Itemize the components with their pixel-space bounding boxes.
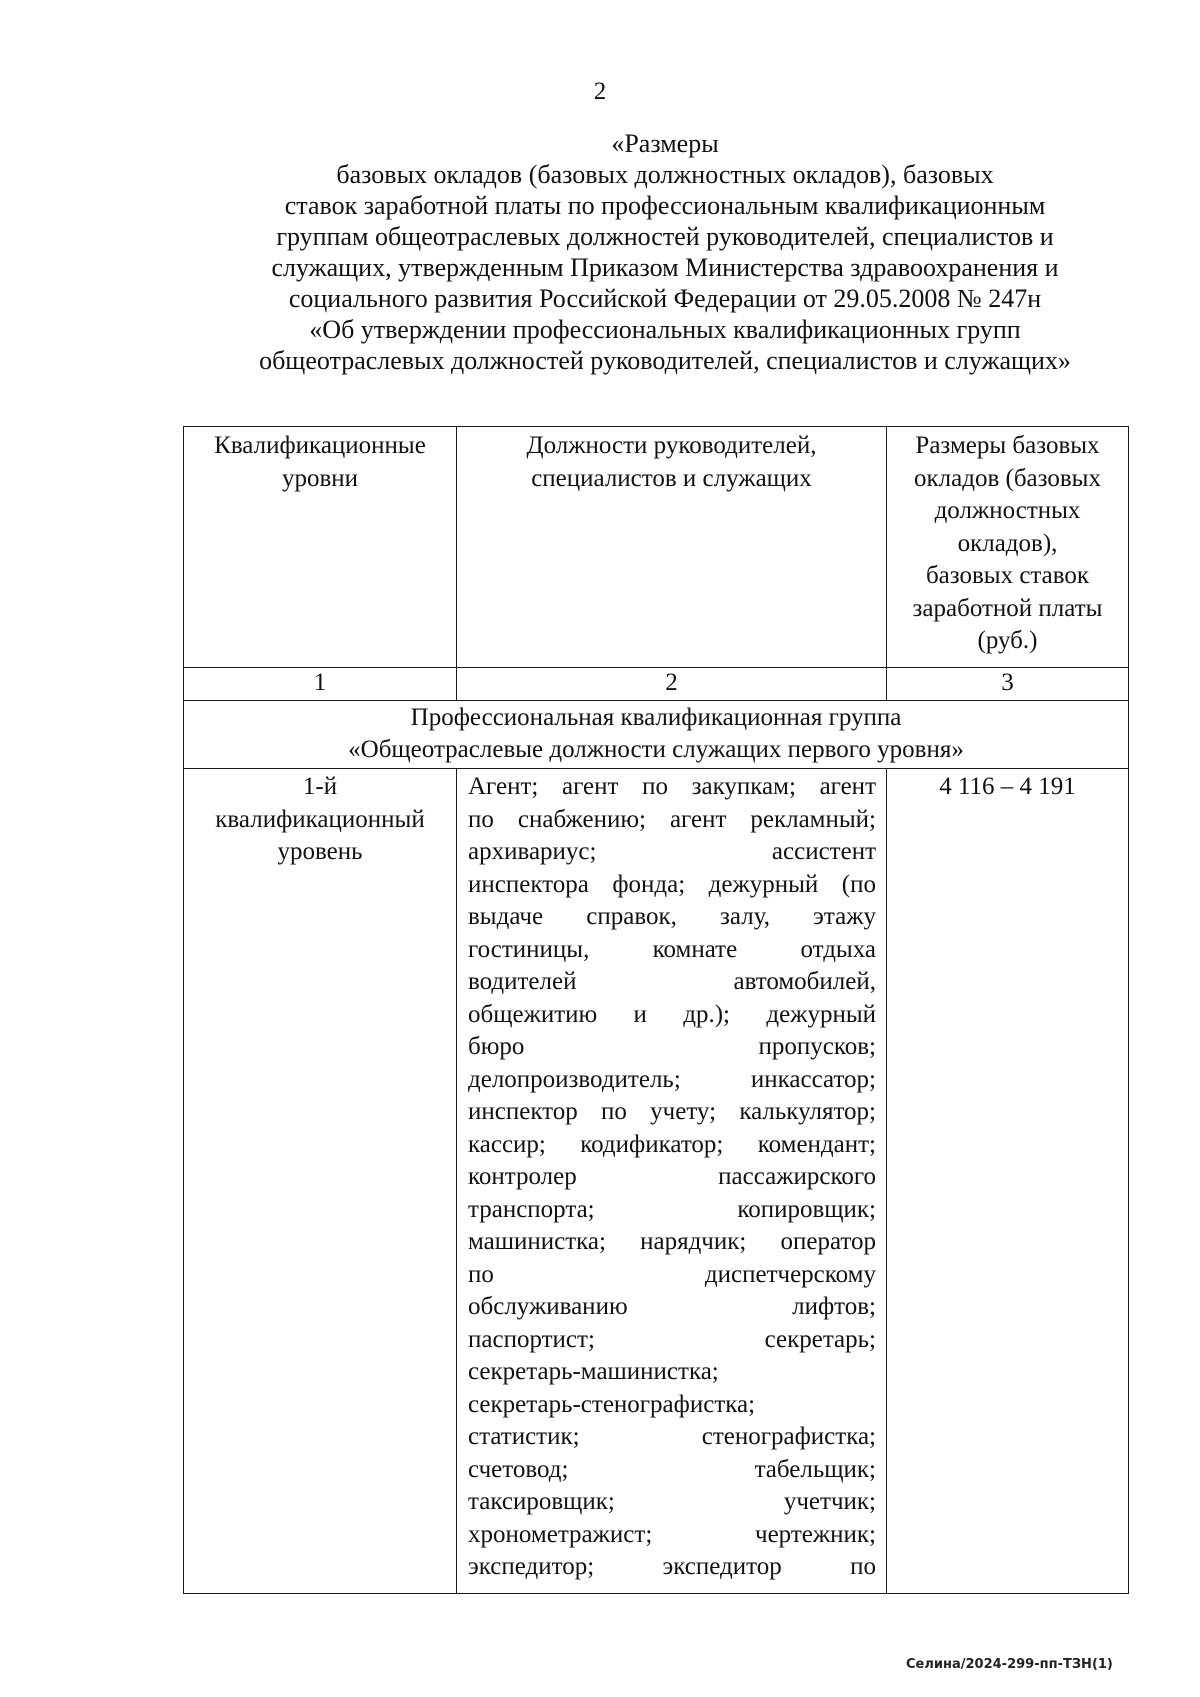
positions-line: хронометражист; чертежник;: [468, 1520, 876, 1548]
column-number: 1: [184, 668, 457, 701]
page-number: 2: [593, 78, 607, 105]
header-qualification-levels: Квалификационные уровни: [184, 427, 457, 668]
positions-line: бюро пропусков;: [468, 1033, 876, 1060]
title-line: общеотраслевых должностей руководителей, специалистов и служащих»: [259, 346, 1071, 375]
title-line: ставок заработной платы по профессиональным квалификационным: [284, 191, 1046, 220]
positions-line: экспедитор; экспедитор по: [468, 1553, 876, 1580]
group-title-row: [184, 701, 1129, 769]
table-row: [184, 769, 1129, 1594]
positions-line: паспортист; секретарь;: [468, 1325, 876, 1353]
positions-line: по диспетчерскому: [468, 1260, 876, 1288]
salary-range-cell: 4 116 – 4 191: [887, 769, 1129, 1594]
document-title: [190, 128, 1140, 376]
positions-line: статистик; стенографистка;: [468, 1423, 876, 1450]
positions-line: гостиницы, комнате отдыха: [468, 935, 876, 963]
title-line: группам общеотраслевых должностей руководителей, специалистов и: [276, 222, 1054, 251]
column-number-row: [184, 668, 1129, 701]
header-positions: Должности руководителей, специалистов и служащих: [457, 427, 887, 668]
positions-line: кассир; кодификатор; комендант;: [468, 1130, 876, 1158]
header-salary-sizes: Размеры базовых окладов (базовых должностных окладов), базовых ставок заработной платы (руб.): [887, 427, 1129, 668]
positions-line: контролер пассажирского: [468, 1163, 876, 1190]
positions-line: секретарь-стенографистка;: [468, 1390, 756, 1418]
positions-line: таксировщик; учетчик;: [468, 1488, 876, 1515]
salary-table: [183, 426, 1129, 1594]
column-number: 3: [887, 668, 1129, 701]
positions-line: общежитию и др.); дежурный: [468, 1000, 876, 1028]
positions-line: выдаче справок, залу, этажу: [468, 903, 876, 930]
column-number: 2: [457, 668, 887, 701]
positions-line: инспектора фонда; дежурный (по: [468, 870, 876, 898]
title-line: базовых окладов (базовых должностных окладов), базовых: [336, 160, 994, 189]
qualification-level-cell: 1-й квалификационный уровень: [184, 769, 457, 1594]
qualification-group-title: Профессиональная квалификационная группа «Общеотраслевые должности служащих первого уровня»: [184, 701, 1129, 769]
positions-line: машинистка; нарядчик; оператор: [468, 1228, 876, 1255]
positions-line: архивариус; ассистент: [468, 838, 876, 865]
positions-line: транспорта; копировщик;: [468, 1195, 876, 1223]
positions-line: секретарь-машинистка;: [468, 1358, 719, 1385]
positions-line: Агент; агент по закупкам; агент: [468, 773, 876, 800]
positions-line: по снабжению; агент рекламный;: [468, 805, 876, 833]
positions-line: счетовод; табельщик;: [468, 1455, 876, 1483]
title-line: служащих, утвержденным Приказом Министерства здравоохранения и: [271, 253, 1059, 282]
title-line: «Об утверждении профессиональных квалификационных групп: [309, 315, 1021, 344]
document-footer-code: Селина/2024-299-пп-ТЗН(1): [906, 1657, 1113, 1672]
title-line: социального развития Российской Федерации от 29.05.2008 № 247н: [288, 284, 1042, 313]
positions-line: делопроизводитель; инкассатор;: [468, 1065, 876, 1093]
positions-cell: [457, 769, 887, 1594]
positions-line: обслуживанию лифтов;: [468, 1293, 876, 1320]
table-header-row: [184, 427, 1129, 668]
positions-line: водителей автомобилей,: [468, 968, 876, 995]
title-line: «Размеры: [611, 129, 719, 158]
positions-line: инспектор по учету; калькулятор;: [468, 1098, 876, 1125]
